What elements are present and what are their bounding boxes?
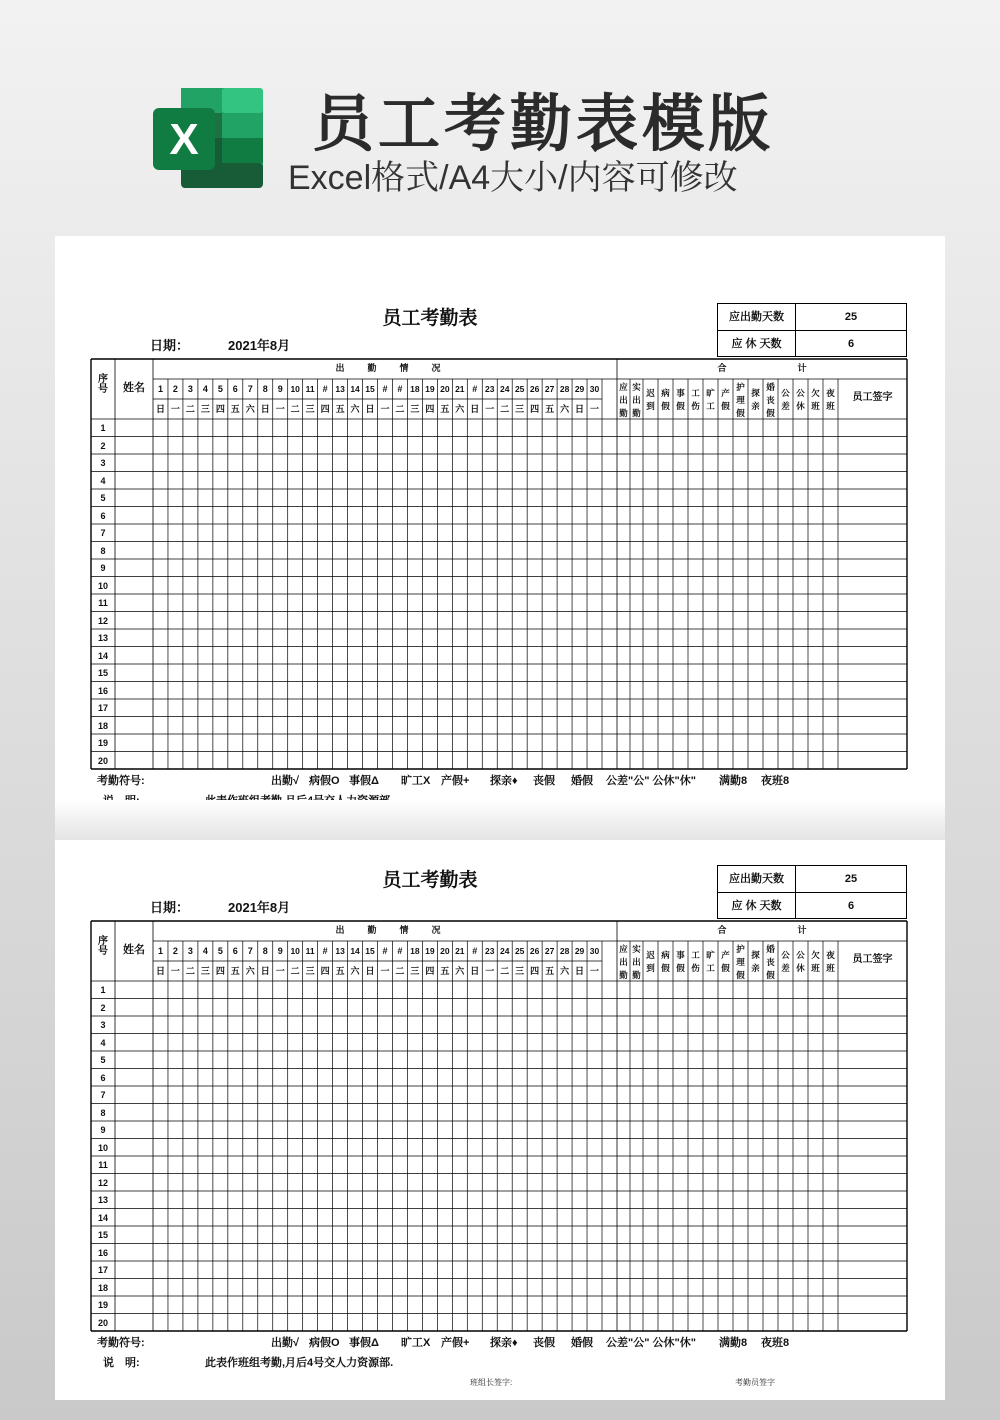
seq-header: 序 号 — [98, 374, 108, 395]
day-number: 30 — [589, 384, 600, 394]
total-header-char: 计 — [797, 925, 807, 935]
weekday: 二 — [185, 404, 195, 414]
day-number: 19 — [425, 384, 435, 394]
summary-column-header: 旷 工 — [706, 388, 715, 411]
day-number: 8 — [262, 384, 268, 394]
row-number: 18 — [97, 1282, 109, 1293]
weekday: 三 — [305, 966, 315, 976]
row-number: 16 — [97, 685, 109, 696]
required-days-value[interactable]: 25 — [844, 873, 858, 885]
day-number: 10 — [290, 384, 300, 394]
svg-text:X: X — [169, 115, 199, 164]
excel-logo-icon — [153, 88, 263, 188]
weekday: 一 — [170, 404, 180, 414]
row-number: 12 — [97, 1177, 109, 1188]
sheet-title: 员工考勤表 — [382, 308, 478, 329]
day-number: 14 — [350, 946, 360, 956]
page-divider — [55, 800, 945, 840]
weekday: 二 — [290, 966, 300, 976]
legend-item: 旷工X — [401, 775, 431, 787]
summary-column-header: 产 假 — [721, 388, 730, 411]
legend-item: 满勤8 — [719, 775, 748, 787]
summary-column-header: 应 出 勤 — [619, 944, 628, 980]
attendance-sheet-1 — [0, 295, 1000, 800]
weekday: 二 — [395, 966, 405, 976]
summary-column-header: 病 假 — [661, 950, 670, 973]
weekday: 三 — [200, 966, 210, 976]
weekday: 二 — [290, 404, 300, 414]
day-number: 1 — [157, 946, 163, 956]
seq-header: 序 号 — [98, 936, 108, 957]
weekday: 三 — [515, 404, 525, 414]
legend-item: 产假+ — [441, 1337, 470, 1349]
legend-item: 出勤√ — [271, 775, 300, 787]
day-number: 6 — [232, 384, 238, 394]
day-number: 11 — [305, 946, 315, 956]
sheet-title: 员工考勤表 — [382, 870, 478, 891]
weekday: 三 — [200, 404, 210, 414]
day-number: 10 — [290, 946, 300, 956]
total-header-char: 计 — [797, 363, 807, 373]
day-number: 2 — [172, 946, 178, 956]
name-header: 姓名 — [123, 382, 145, 394]
row-number: 18 — [97, 720, 109, 731]
summary-column-header: 产 假 — [721, 950, 730, 973]
weekday: 一 — [485, 404, 495, 414]
banner — [0, 0, 1000, 230]
summary-column-header: 实 出 勤 — [632, 944, 641, 980]
rest-days-value[interactable]: 6 — [847, 900, 855, 912]
summary-column-header: 探 亲 — [751, 950, 760, 973]
signature-column-header: 员工签字 — [852, 954, 893, 965]
row-number: 9 — [100, 1125, 106, 1135]
row-number: 14 — [97, 1212, 109, 1223]
summary-column-header: 应 出 勤 — [619, 382, 628, 418]
weekday: 日 — [575, 966, 585, 976]
grid-lines — [0, 857, 1000, 1347]
date-value[interactable]: 2021年8月 — [228, 338, 291, 353]
note-text: 此表作班组考勤,月后4号交人力资源部. — [205, 1357, 394, 1369]
day-number: 20 — [440, 384, 450, 394]
row-number: 13 — [97, 633, 109, 643]
row-number: 16 — [97, 1247, 109, 1258]
summary-column-header: 病 假 — [661, 388, 670, 411]
row-number: 3 — [100, 458, 106, 468]
day-number: 18 — [410, 946, 420, 956]
rest-days-value[interactable]: 6 — [847, 338, 855, 350]
weekday: 五 — [335, 404, 345, 414]
summary-column-header: 迟 到 — [646, 388, 655, 411]
summary-column-header: 工 伤 — [691, 950, 700, 973]
row-number: 1 — [100, 423, 106, 433]
weekday: 一 — [170, 966, 180, 976]
day-number: 27 — [544, 946, 555, 956]
day-number: 19 — [425, 946, 435, 956]
signature-column-header: 员工签字 — [852, 392, 893, 403]
row-number: 1 — [100, 985, 106, 995]
weekday: 四 — [215, 404, 225, 414]
row-number: 5 — [100, 493, 106, 503]
weekday: 日 — [470, 404, 480, 414]
attendance-header-char: 勤 — [367, 363, 377, 373]
day-number: 21 — [455, 384, 465, 394]
day-number: 14 — [350, 384, 360, 394]
legend-item: 公差"公" 公休"休" — [606, 1337, 696, 1349]
name-header: 姓名 — [123, 944, 145, 956]
legend-item: 丧假 — [533, 1337, 555, 1349]
weekday: 六 — [245, 404, 255, 414]
weekday: 日 — [260, 966, 270, 976]
day-number: # — [397, 384, 403, 394]
day-number: 20 — [440, 946, 450, 956]
day-number: 5 — [217, 384, 223, 394]
weekday: 六 — [560, 404, 570, 414]
weekday: 四 — [425, 404, 435, 414]
weekday: 二 — [500, 966, 510, 976]
summary-column-header: 实 出 勤 — [632, 382, 641, 418]
row-number: 17 — [97, 703, 109, 713]
weekday: 四 — [215, 966, 225, 976]
day-number: 29 — [574, 384, 585, 394]
row-number: 5 — [100, 1055, 106, 1065]
summary-column-header: 旷 工 — [706, 950, 715, 973]
summary-column-header: 公 差 — [781, 388, 790, 411]
row-number: 10 — [97, 580, 109, 591]
day-number: 15 — [365, 384, 375, 394]
weekday: 二 — [500, 404, 510, 414]
row-number: 6 — [100, 1072, 106, 1083]
attendance-header-char: 勤 — [367, 925, 377, 935]
total-header-char: 合 — [717, 363, 727, 373]
row-number: 4 — [100, 1037, 106, 1048]
legend-item: 事假Δ — [349, 775, 379, 787]
legend-item: 夜班8 — [761, 775, 790, 787]
day-number: 8 — [262, 946, 268, 956]
day-number: 9 — [277, 946, 283, 956]
row-number: 17 — [97, 1265, 109, 1275]
row-number: 2 — [100, 440, 106, 451]
summary-column-header: 夜 班 — [826, 388, 835, 411]
note-label: 说 明: — [103, 1357, 140, 1369]
weekday: 五 — [545, 966, 555, 976]
day-number: # — [382, 946, 388, 956]
weekday: 日 — [365, 404, 375, 414]
summary-column-header: 婚 丧 假 — [766, 944, 775, 980]
day-number: 26 — [529, 384, 540, 394]
day-number: 25 — [514, 946, 525, 956]
summary-column-header: 探 亲 — [751, 388, 760, 411]
day-number: # — [382, 384, 388, 394]
row-number: 8 — [100, 545, 106, 556]
legend-item: 探亲♦ — [490, 775, 518, 787]
legend-item: 满勤8 — [719, 1337, 748, 1349]
legend-item: 婚假 — [571, 775, 593, 787]
day-number: 28 — [559, 384, 570, 394]
legend-item: 婚假 — [571, 1337, 593, 1349]
day-number: 7 — [247, 946, 253, 956]
weekday: 六 — [560, 966, 570, 976]
weekday: 五 — [335, 966, 345, 976]
day-number: 1 — [157, 384, 163, 394]
weekday: 日 — [470, 966, 480, 976]
row-number: 7 — [100, 528, 106, 538]
weekday: 日 — [260, 404, 270, 414]
weekday: 六 — [245, 966, 255, 976]
summary-column-header: 工 伤 — [691, 388, 700, 411]
day-number: # — [397, 946, 403, 956]
summary-column-header: 婚 丧 假 — [766, 382, 775, 418]
day-number: 23 — [485, 384, 495, 394]
day-number: 28 — [559, 946, 570, 956]
row-number: 19 — [97, 1300, 109, 1310]
day-number: 7 — [247, 384, 253, 394]
summary-column-header: 护 理 假 — [736, 944, 745, 980]
weekday: 六 — [455, 404, 465, 414]
legend-label: 考勤符号: — [97, 1337, 145, 1349]
day-number: 11 — [305, 384, 315, 394]
day-number: 26 — [529, 946, 540, 956]
weekday: 四 — [320, 404, 330, 414]
weekday: 六 — [350, 966, 360, 976]
row-number: 15 — [97, 668, 109, 678]
summary-column-header: 公 休 — [796, 388, 805, 411]
banner-subtitle: Excel格式/A4大小/内容可修改 — [288, 159, 738, 197]
row-number: 7 — [100, 1090, 106, 1100]
rest-days-label: 应 休 天数 — [718, 331, 796, 357]
banner-title: 员工考勤表模版 — [312, 90, 775, 159]
summary-column-header: 夜 班 — [826, 950, 835, 973]
legend-item: 旷工X — [401, 1337, 431, 1349]
weekday: 日 — [155, 966, 165, 976]
attendance-header-char: 出 — [335, 925, 345, 935]
legend-item: 夜班8 — [761, 1337, 790, 1349]
weekday: 四 — [320, 966, 330, 976]
weekday: 三 — [515, 966, 525, 976]
legend-label: 考勤符号: — [97, 775, 145, 787]
legend-item: 丧假 — [533, 775, 555, 787]
required-days-label: 应出勤天数 — [718, 866, 796, 892]
attendance-header-char: 况 — [431, 925, 441, 935]
day-number: 9 — [277, 384, 283, 394]
attendance-sheet-2 — [0, 857, 1000, 1397]
legend-item: 探亲♦ — [490, 1337, 518, 1349]
weekday: 四 — [530, 966, 540, 976]
weekday: 三 — [305, 404, 315, 414]
weekday: 一 — [590, 404, 600, 414]
grid-lines — [0, 295, 1000, 785]
row-number: 6 — [100, 510, 106, 521]
weekday: 五 — [440, 966, 450, 976]
day-number: 18 — [410, 384, 420, 394]
team-leader-sign: 班组长签字: — [470, 1378, 513, 1387]
weekday: 一 — [275, 404, 285, 414]
date-label: 日期： — [150, 338, 190, 353]
total-header-char: 合 — [717, 925, 727, 935]
day-number: 15 — [365, 946, 375, 956]
weekday: 二 — [185, 966, 195, 976]
row-number: 3 — [100, 1020, 106, 1030]
day-number: 13 — [335, 384, 345, 394]
weekday: 五 — [440, 404, 450, 414]
weekday: 日 — [155, 404, 165, 414]
day-number: 5 — [217, 946, 223, 956]
date-value[interactable]: 2021年8月 — [228, 900, 291, 915]
attendance-header-char: 情 — [399, 363, 409, 373]
attendance-header-char: 出 — [335, 363, 345, 373]
weekday: 日 — [575, 404, 585, 414]
row-number: 11 — [98, 598, 108, 608]
weekday: 五 — [230, 404, 240, 414]
summary-column-header: 公 差 — [781, 950, 790, 973]
day-number: # — [322, 384, 328, 394]
row-number: 8 — [100, 1107, 106, 1118]
summary-column-header: 事 假 — [676, 388, 685, 411]
day-number: 13 — [335, 946, 345, 956]
row-number: 9 — [100, 563, 106, 573]
summary-column-header: 欠 班 — [811, 950, 820, 973]
weekday: 一 — [380, 404, 390, 414]
weekday: 四 — [530, 404, 540, 414]
attendance-header-char: 况 — [431, 363, 441, 373]
legend-item: 病假O — [309, 1337, 340, 1349]
day-number: 21 — [455, 946, 465, 956]
day-number: 24 — [499, 946, 510, 956]
weekday: 一 — [590, 966, 600, 976]
weekday: 三 — [410, 966, 420, 976]
day-number: 24 — [499, 384, 510, 394]
day-number: 3 — [187, 946, 193, 956]
row-number: 10 — [97, 1142, 109, 1153]
weekday: 一 — [380, 966, 390, 976]
day-number: # — [472, 946, 478, 956]
day-number: 4 — [202, 946, 208, 956]
row-number: 20 — [97, 1317, 109, 1328]
day-number: 2 — [172, 384, 178, 394]
day-number: 29 — [574, 946, 585, 956]
row-number: 14 — [97, 650, 109, 661]
weekday: 五 — [545, 404, 555, 414]
weekday: 三 — [410, 404, 420, 414]
day-number: 4 — [202, 384, 208, 394]
legend-item: 病假O — [309, 775, 340, 787]
weekday: 日 — [365, 966, 375, 976]
legend-item: 产假+ — [441, 775, 470, 787]
weekday: 六 — [350, 404, 360, 414]
weekday: 六 — [455, 966, 465, 976]
summary-column-header: 护 理 假 — [736, 382, 745, 418]
legend-item: 公差"公" 公休"休" — [606, 775, 696, 787]
weekday: 五 — [230, 966, 240, 976]
row-number: 11 — [98, 1160, 108, 1170]
weekday: 一 — [275, 966, 285, 976]
weekday: 一 — [485, 966, 495, 976]
day-number: # — [322, 946, 328, 956]
row-number: 13 — [97, 1195, 109, 1205]
day-number: 3 — [187, 384, 193, 394]
summary-column-header: 公 休 — [796, 950, 805, 973]
row-number: 12 — [97, 615, 109, 626]
day-number: 6 — [232, 946, 238, 956]
weekday: 四 — [425, 966, 435, 976]
attendance-header-char: 情 — [399, 925, 409, 935]
day-number: 27 — [544, 384, 555, 394]
date-label: 日期： — [150, 900, 190, 915]
legend-item: 事假Δ — [349, 1337, 379, 1349]
row-number: 20 — [97, 755, 109, 766]
weekday: 二 — [395, 404, 405, 414]
clerk-sign: 考勤员签字 — [735, 1378, 775, 1387]
day-number: # — [472, 384, 478, 394]
day-number: 23 — [485, 946, 495, 956]
row-number: 15 — [97, 1230, 109, 1240]
summary-column-header: 欠 班 — [811, 388, 820, 411]
required-days-value[interactable]: 25 — [844, 311, 858, 323]
day-number: 30 — [589, 946, 600, 956]
legend-item: 出勤√ — [271, 1337, 300, 1349]
summary-column-header: 迟 到 — [646, 950, 655, 973]
row-number: 2 — [100, 1002, 106, 1013]
row-number: 4 — [100, 475, 106, 486]
summary-column-header: 事 假 — [676, 950, 685, 973]
rest-days-label: 应 休 天数 — [718, 893, 796, 919]
required-days-label: 应出勤天数 — [718, 304, 796, 330]
row-number: 19 — [97, 738, 109, 748]
day-number: 25 — [514, 384, 525, 394]
